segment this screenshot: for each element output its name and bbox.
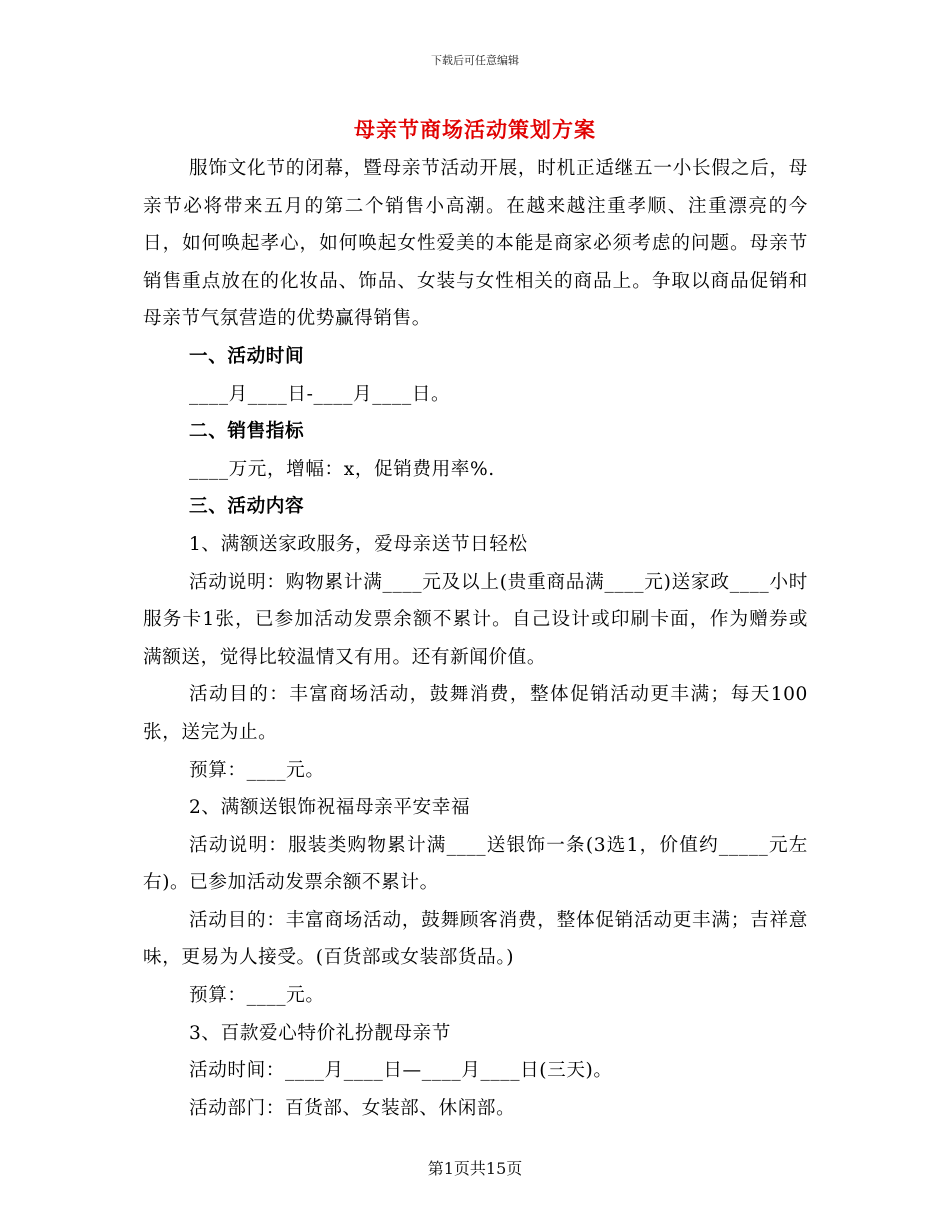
item-2-budget: 预算：____元。	[189, 985, 325, 1007]
activity-time-line: ____月____日-____月____日。	[189, 383, 451, 405]
header-note: 下载后可任意编辑	[431, 54, 519, 67]
item-2-heading: 2、满额送银饰祝福母亲平安幸福	[189, 797, 471, 819]
page-number: 第1页共15页	[427, 1159, 523, 1178]
intro-paragraph: 服饰文化节的闭幕，暨母亲节活动开展，时机正适继五一小长假之后，母亲节必将带来五月的第二个销售小高潮。在越来越注重孝顺、注重漂亮的今日，如何唤起孝心，如何唤起女性爱美的本能是商家必须考虑的问题。母亲节销售重点放在的化妆品、饰品、女装与女性相关的商品上。争取以商品促销和母亲节气氛营造的优势赢得销售。	[143, 158, 808, 330]
item-1-purpose: 活动目的：丰富商场活动，鼓舞消费，整体促销活动更丰满；每天100张，送完为止。	[143, 684, 808, 743]
item-1-heading: 1、满额送家政服务，爱母亲送节日轻松	[189, 533, 528, 555]
section-heading-content: 三、活动内容	[189, 496, 305, 518]
section-heading-target: 二、销售指标	[189, 421, 305, 443]
item-2-purpose: 活动目的：丰富商场活动，鼓舞顾客消费，整体促销活动更丰满；吉祥意味，更易为人接受。(百货部或女装部货品。)	[143, 909, 808, 969]
sales-target-line: ____万元，增幅：x，促销费用率%.	[189, 458, 495, 480]
item-3-departments: 活动部门：百货部、女装部、休闲部。	[189, 1097, 516, 1119]
item-2-description: 活动说明：服装类购物累计满____送银饰一条(3选1，价值约_____元左右)。已参加活动发票余额不累计。	[143, 834, 808, 894]
item-1-budget: 预算：____元。	[189, 759, 325, 781]
item-1-description: 活动说明：购物累计满____元及以上(贵重商品满____元)送家政____小时服务卡1张，已参加活动发票余额不累计。自己设计或印刷卡面，作为赠券或满额送，觉得比较温情又有用。还有新闻价值。	[143, 571, 808, 668]
item-3-heading: 3、百款爱心特价礼扮靓母亲节	[189, 1022, 451, 1044]
section-heading-time: 一、活动时间	[189, 345, 305, 367]
document-body	[143, 150, 808, 1127]
item-3-time: 活动时间：____月____日—____月____日(三天)。	[189, 1060, 613, 1082]
document-title: 母亲节商场活动策划方案	[354, 117, 596, 142]
